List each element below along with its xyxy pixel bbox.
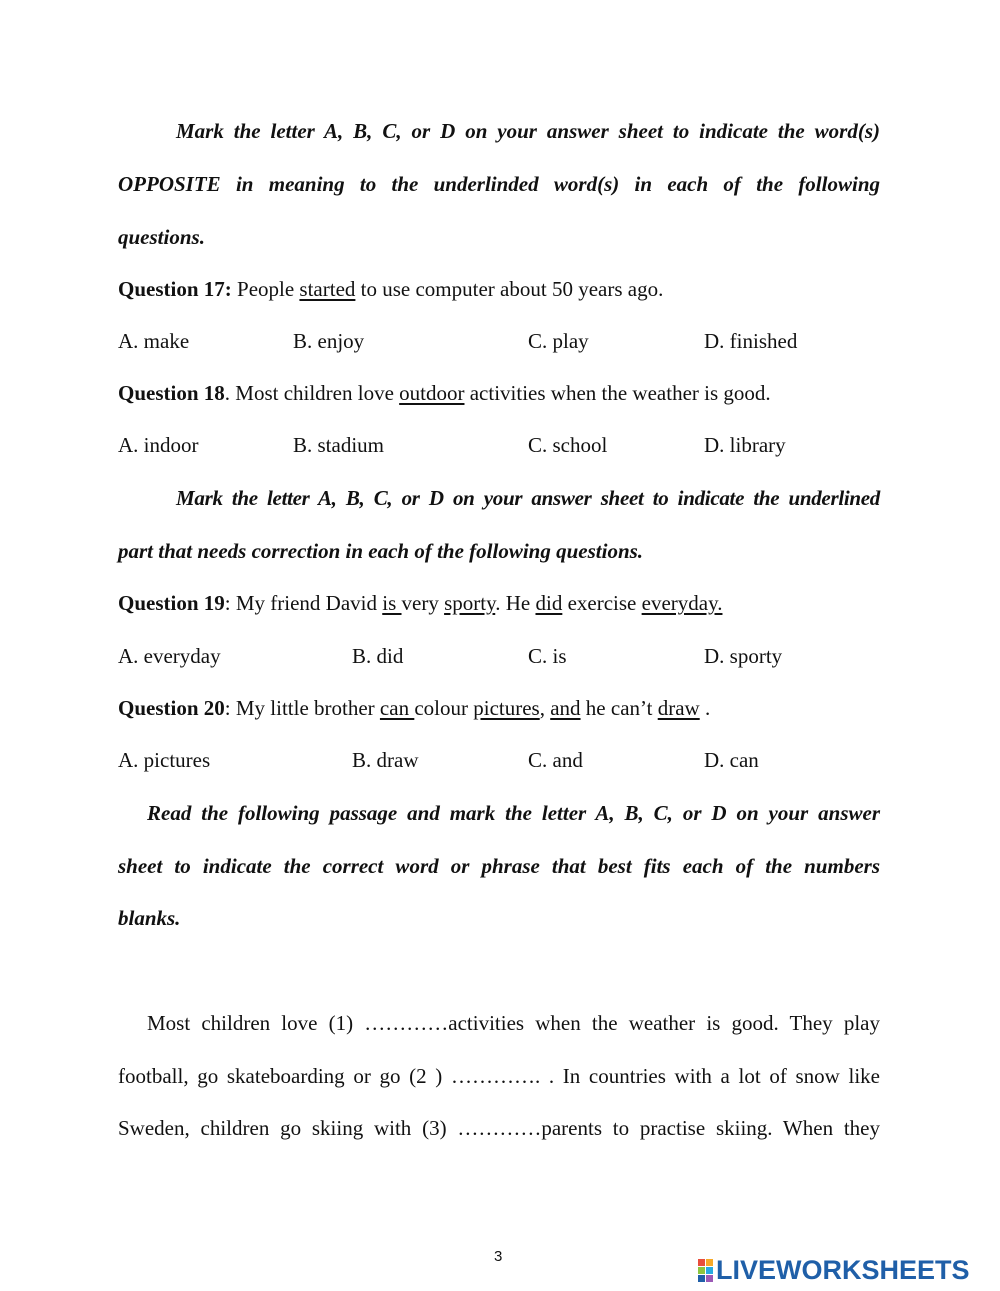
instruction-opposite-line-1: Mark the letter A, B, C, or D on your answer sheet to indicate the word(s) — [176, 119, 880, 143]
question-17-text: People — [231, 277, 300, 301]
question-20-text: , — [539, 696, 551, 720]
question-19-option-a[interactable]: A. everyday — [118, 644, 221, 668]
instruction-passage-line-1: Read the following passage and mark the letter A, B, C, or D on your answer — [147, 801, 880, 825]
passage-line-2: football, go skateboarding or go (2 ) …………. . In countries with a lot of snow like — [118, 1064, 880, 1088]
liveworksheets-logo-text: LIVEWORKSHEETS — [716, 1254, 970, 1285]
question-20 — [118, 694, 880, 722]
question-19-text: exercise — [562, 591, 642, 615]
question-17-option-c[interactable]: C. play — [528, 329, 589, 353]
question-17-text: to use computer about 50 years ago. — [355, 277, 664, 301]
liveworksheets-logo[interactable] — [698, 1255, 970, 1285]
question-20-underlined-part: can — [379, 696, 415, 720]
question-20-underlined-part: and — [550, 696, 581, 720]
question-20-text: he can’t — [580, 696, 658, 720]
question-18-underlined-word: outdoor — [399, 381, 465, 405]
question-19-underlined-part: is — [382, 591, 402, 615]
page-number: 3 — [494, 1248, 503, 1265]
question-20-text: colour — [414, 696, 474, 720]
question-18 — [118, 379, 880, 407]
question-20-text: . — [699, 696, 711, 720]
question-19-text: . He — [495, 591, 536, 615]
question-18-option-b[interactable]: B. stadium — [293, 433, 385, 457]
instruction-opposite-line-2: OPPOSITE in meaning to the underlinded word(s) in each of the following — [118, 172, 880, 196]
instruction-passage-line-2: sheet to indicate the correct word or phrase that best fits each of the numbers — [118, 854, 880, 878]
instruction-correction-line-2: part that needs correction in each of the following questions. — [118, 539, 644, 563]
passage-line-3: Sweden, children go skiing with (3) …………parents to practise skiing. When they — [118, 1116, 880, 1140]
question-20-underlined-part: draw — [657, 696, 700, 720]
question-20-option-d[interactable]: D. can — [704, 748, 759, 772]
question-20-option-b[interactable]: B. draw — [352, 748, 419, 772]
question-18-text: activities when the weather is good. — [464, 381, 771, 405]
instruction-correction-line-1: Mark the letter A, B, C, or D on your answer sheet to indicate the underlined — [176, 486, 880, 510]
question-17-option-a[interactable]: A. make — [118, 329, 190, 353]
question-17 — [118, 275, 880, 303]
instruction-opposite-line-3: questions. — [118, 225, 205, 249]
question-20-underlined-part: pictures — [473, 696, 540, 720]
question-17-underlined-word: started — [299, 277, 356, 301]
question-17-option-b[interactable]: B. enjoy — [293, 329, 365, 353]
passage-line-1: Most children love (1) …………activities when the weather is good. They play — [147, 1011, 880, 1035]
instruction-passage-line-3: blanks. — [118, 906, 181, 930]
question-20-label: Question 20 — [118, 696, 225, 720]
liveworksheets-logo-grid-icon — [698, 1259, 713, 1282]
question-18-option-c[interactable]: C. school — [528, 433, 608, 457]
question-20-option-c[interactable]: C. and — [528, 748, 583, 772]
question-20-option-a[interactable]: A. pictures — [118, 748, 211, 772]
question-18-option-a[interactable]: A. indoor — [118, 433, 199, 457]
question-18-label: Question 18 — [118, 381, 225, 405]
question-19-underlined-part: everyday. — [641, 591, 723, 615]
question-19-option-d[interactable]: D. sporty — [704, 644, 783, 668]
question-19-underlined-part: sporty — [444, 591, 496, 615]
question-18-text: . Most children love — [224, 381, 400, 405]
question-17-label: Question 17: — [118, 277, 232, 301]
question-19-text: : My friend David — [224, 591, 383, 615]
question-17-option-d[interactable]: D. finished — [704, 329, 798, 353]
question-19-label: Question 19 — [118, 591, 225, 615]
question-19 — [118, 589, 880, 617]
question-20-text: : My little brother — [224, 696, 380, 720]
question-19-option-b[interactable]: B. did — [352, 644, 404, 668]
question-19-option-c[interactable]: C. is — [528, 644, 567, 668]
question-18-option-d[interactable]: D. library — [704, 433, 786, 457]
question-19-text: very — [401, 591, 445, 615]
question-19-underlined-part: did — [535, 591, 563, 615]
